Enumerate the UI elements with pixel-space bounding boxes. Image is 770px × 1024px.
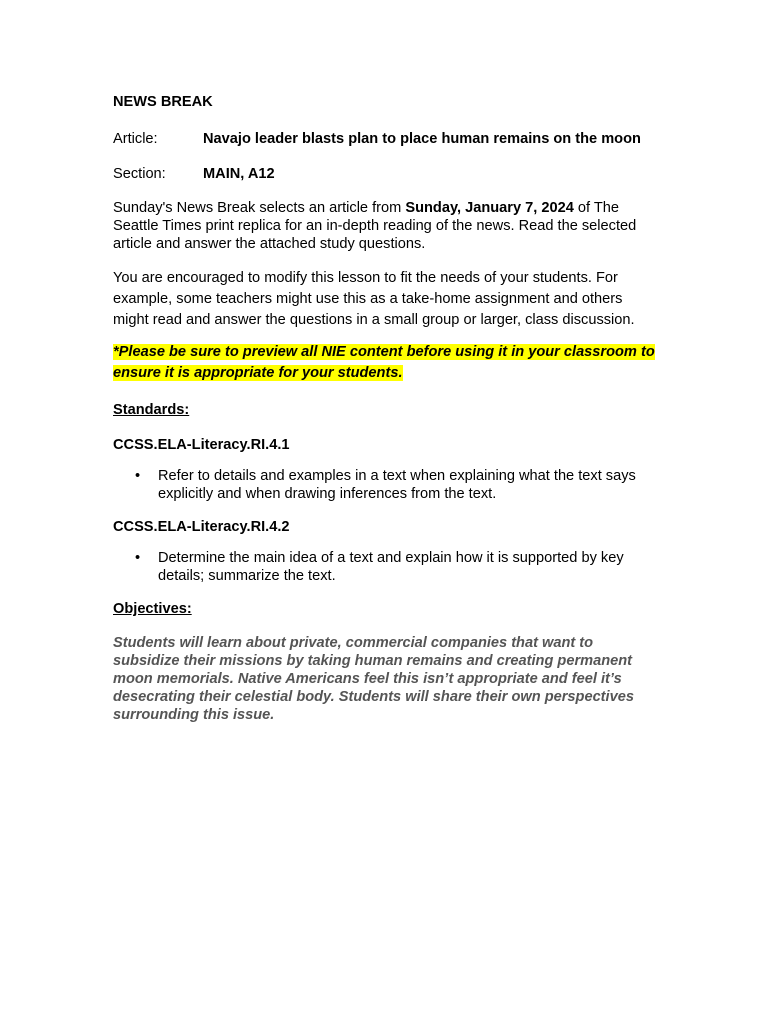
section-value: MAIN, A12: [203, 166, 275, 182]
encourage-paragraph: You are encouraged to modify this lesson to fit the needs of your students. For example, some teachers might use this as a take-home assignment and others might read and answer the questions in a small group or larger, class discussion.: [113, 270, 635, 328]
standard-bullet-1: [113, 467, 658, 503]
article-title: Navajo leader blasts plan to place human remains on the moon: [203, 131, 641, 147]
article-row: [113, 130, 658, 149]
objectives-paragraph: Students will learn about private, commercial companies that want to subsidize their missions by taking human remains and creating permanent moon memorials. Native Americans feel this isn’t appropriate and feel it’s desecrating their celestial body. Students will share their own perspectives surrounding this issue.: [113, 635, 634, 723]
standards-title: Standards:: [113, 402, 190, 418]
bullet-icon: •: [135, 550, 141, 566]
document-heading: NEWS BREAK: [113, 94, 213, 110]
bullet-icon: •: [135, 468, 141, 484]
article-label: Article:: [113, 131, 158, 147]
section-label: Section:: [113, 166, 166, 182]
intro-text-before: Sunday's News Break selects an article from: [113, 200, 406, 216]
warning-paragraph: [113, 342, 658, 384]
standard-code-2: CCSS.ELA-Literacy.RI.4.2: [113, 519, 290, 535]
intro-paragraph: [113, 199, 658, 253]
standard-bullet-2: [113, 549, 658, 585]
standard-code-1: CCSS.ELA-Literacy.RI.4.1: [113, 437, 290, 453]
document-page: [113, 92, 658, 724]
warning-highlight-text: *Please be sure to preview all NIE content before using it in your classroom to ensure it is appropriate for your students.: [113, 344, 655, 381]
section-row: [113, 165, 658, 184]
intro-text-after: of The Seattle Times print replica for an in-depth reading of the news. Read the selected article and answer the attached study questions.: [113, 200, 637, 252]
objectives-title: Objectives:: [113, 601, 192, 617]
standard-text-2: Determine the main idea of a text and explain how it is supported by key details; summarize the text.: [158, 550, 624, 584]
standard-text-1: Refer to details and examples in a text when explaining what the text says explicitly and when drawing inferences from the text.: [158, 468, 636, 502]
intro-date: Sunday, January 7, 2024: [405, 200, 574, 216]
